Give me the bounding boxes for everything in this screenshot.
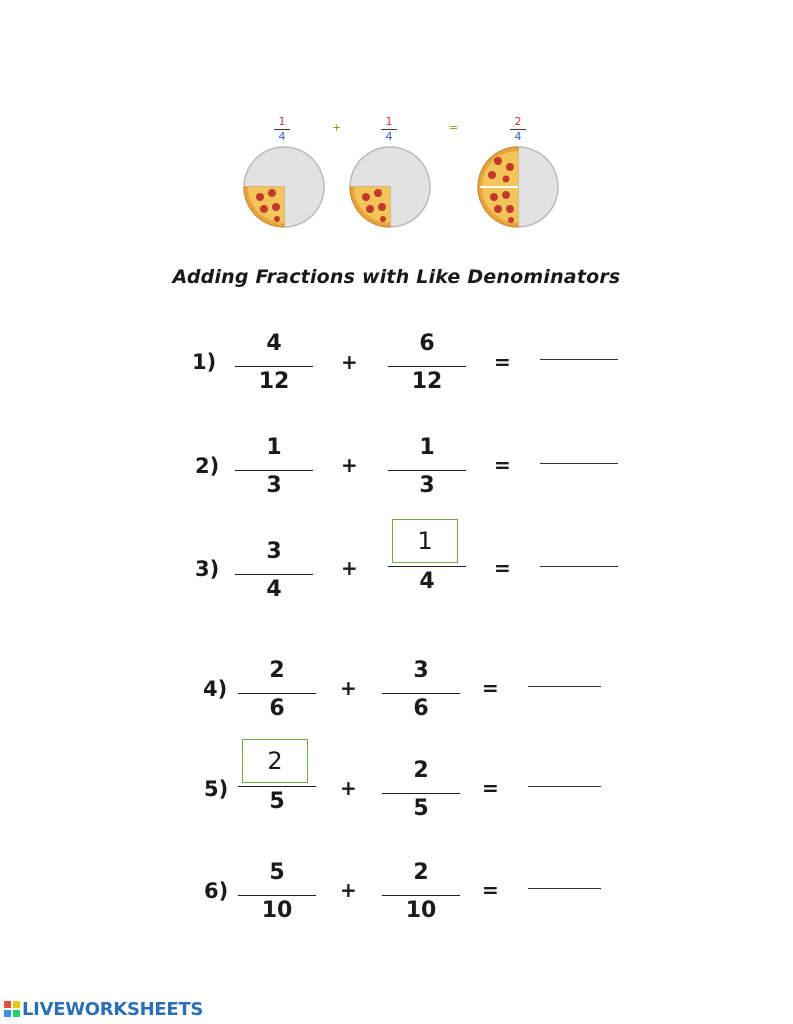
denominator: 6 — [269, 696, 285, 721]
numerator: 2 — [413, 758, 429, 783]
plus-sign: + — [341, 453, 358, 477]
denominator: 5 — [269, 789, 285, 814]
problem-label: 2) — [195, 454, 220, 478]
illustration-denominator: 4 — [278, 130, 286, 143]
fraction-bar — [235, 470, 313, 471]
numerator: 1 — [419, 435, 435, 460]
numerator: 2 — [413, 860, 429, 885]
problem-label: 1) — [192, 350, 217, 374]
pizza-pie-icon — [476, 145, 560, 229]
numerator: 2 — [269, 658, 285, 683]
fraction-bar — [388, 566, 466, 567]
denominator: 5 — [413, 796, 429, 821]
equals-sign: = — [494, 350, 511, 374]
equals-sign: = — [494, 453, 511, 477]
answer-blank[interactable] — [540, 566, 618, 567]
equals-sign: = — [482, 878, 499, 902]
numerator: 3 — [266, 539, 282, 564]
liveworksheets-logo-icon — [4, 1001, 20, 1017]
illustration-denominator: 4 — [514, 130, 522, 143]
equals-sign: = — [482, 676, 499, 700]
numerator: 6 — [419, 331, 435, 356]
illustration-numerator: 1 — [385, 115, 393, 128]
fraction-bar — [382, 895, 460, 896]
fraction-bar — [382, 793, 460, 794]
denominator: 10 — [405, 898, 437, 923]
numerator: 4 — [266, 331, 282, 356]
denominator: 3 — [266, 473, 282, 498]
liveworksheets-logo[interactable] — [4, 998, 203, 1020]
plus-sign: + — [340, 878, 357, 902]
plus-sign: + — [340, 776, 357, 800]
fraction-bar — [238, 693, 316, 694]
fraction-bar — [238, 895, 316, 896]
fraction-bar — [235, 574, 313, 575]
numerator: 1 — [266, 435, 282, 460]
numerator: 3 — [413, 658, 429, 683]
illustration-fraction — [270, 116, 294, 143]
answer-blank[interactable] — [540, 359, 618, 360]
illustration-numerator: 2 — [514, 115, 522, 128]
illustration-equals: = — [449, 121, 459, 134]
equals-sign: = — [494, 556, 511, 580]
illustration-fraction — [377, 116, 401, 143]
plus-sign: + — [341, 556, 358, 580]
denominator: 12 — [411, 369, 443, 394]
pizza-pie-icon — [348, 145, 432, 229]
problem-label: 5) — [204, 777, 229, 801]
fraction-bar — [238, 786, 316, 787]
fraction-bar — [235, 366, 313, 367]
answer-blank[interactable] — [528, 786, 601, 787]
fraction-bar — [388, 366, 466, 367]
denominator: 4 — [266, 577, 282, 602]
denominator: 10 — [261, 898, 293, 923]
problem-label: 6) — [204, 879, 229, 903]
equals-sign: = — [482, 776, 499, 800]
numerator-input-box[interactable]: 2 — [242, 739, 308, 783]
denominator: 4 — [419, 569, 435, 594]
fraction-bar — [382, 693, 460, 694]
pizza-pie-icon — [242, 145, 326, 229]
problem-label: 3) — [195, 557, 220, 581]
denominator: 6 — [413, 696, 429, 721]
plus-sign: + — [340, 676, 357, 700]
illustration-fraction — [506, 116, 530, 143]
problem-label: 4) — [203, 677, 228, 701]
numerator: 5 — [269, 860, 285, 885]
answer-blank[interactable] — [540, 463, 618, 464]
fraction-bar — [388, 470, 466, 471]
illustration-numerator: 1 — [278, 115, 286, 128]
numerator-input-box[interactable]: 1 — [392, 519, 458, 563]
denominator: 3 — [419, 473, 435, 498]
denominator: 12 — [258, 369, 290, 394]
page-title: Adding Fractions with Like Denominators — [172, 266, 621, 288]
illustration-denominator: 4 — [385, 130, 393, 143]
plus-sign: + — [341, 350, 358, 374]
answer-blank[interactable] — [528, 888, 601, 889]
brand-name: LIVEWORKSHEETS — [22, 998, 204, 1020]
answer-blank[interactable] — [528, 686, 601, 687]
illustration-plus: + — [332, 121, 342, 134]
